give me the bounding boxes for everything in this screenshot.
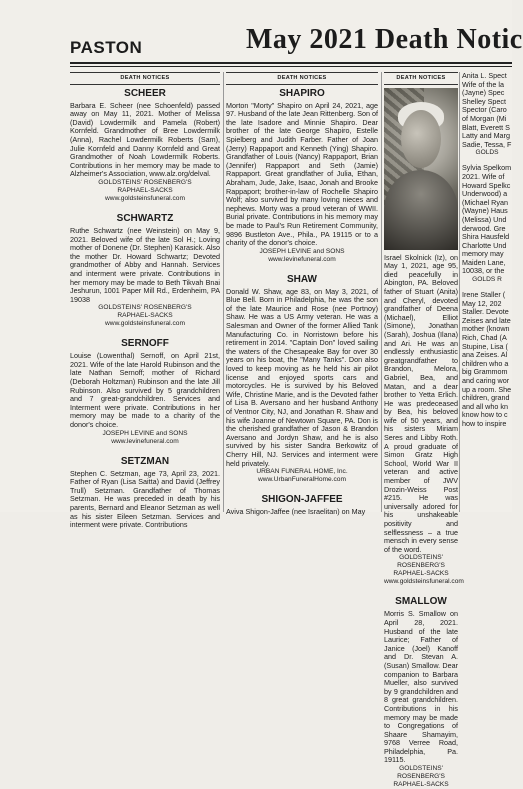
obituary-name: SHAW xyxy=(287,273,317,285)
funeral-home: JOSEPH LEVINE and SONS xyxy=(102,429,188,437)
funeral-home: RAPHAEL-SACKS xyxy=(393,781,449,789)
obituary-name: SHAPIRO xyxy=(279,87,325,99)
obituary-name: SETZMAN xyxy=(120,455,170,467)
portrait-photo xyxy=(384,88,458,236)
funeral-home-url: www.levinefuneral.com xyxy=(268,255,336,263)
obituary-text: Ruthe Schwartz (nee Weinstein) on May 9, 2021. Beloved wife of the late Sol H.; Loving mother of Donene (Dr. Stephen) Karasick. Also the mother Dr. Howard Schwartz; Devoted grandmother of Abby and Hannah. Services and interment were private. Contributions in her memory may be made to Beth Tikvah Bnai Jeshurun, 1001 Paper Mill Rd., Erdenheim, PA 19038 xyxy=(70,225,220,304)
obituary-name: SHIGON-JAFFEE xyxy=(261,494,343,506)
obituary-text: Morris S. Smallow on April 28, 2021. Husband of the late Laurice; Father of Janice (Joel) Kanoff and Dr. Stevan A. (Susan) Smallow. Dear companion to Barbara Mueller, also survived by 9 grandchildren and 8 great grandchildren. Contributions in his memory may be made to Congregations of Shaare Shamayim, 9768 Verree Road, Philadelphia, Pa. 19115. xyxy=(384,609,458,765)
obituary-text: Donald W. Shaw, age 83, on May 3, 2021, of Blue Bell. Born in Philadelphia, he was the son of the late Maurice and Rose (nee Portnoy) Shaw. He was a US Army veteran. He was a Salesman and Owner of the former Allied Tank Manufacturing Co. in Norristown before his retirement in 2014. "Captain Don" loved sailing the waters of the Chesapeake Bay for over 30 years on his boat, the "Many Tanks". Don also loved to keep moving as he held his air pilot license and enjoyed sports cars and motorcycles. He is survived by his Beloved Wife, Christine Marie, and is the Devoted father of Lisa B. Aversano and her husband Anthony of Ventnor City, NJ, and Jonathan R. Shaw and his wife Joanne of Newtown Square, PA. Don is the cherished grandfather of Jason & Brandon Aversano and Jordyn Shaw, and he is also survived by his sister Sandra Berkowitz of Cherry Hill, NJ. Services and interment were held privately. xyxy=(226,286,378,468)
section-tag: DEATH NOTICES xyxy=(384,72,458,85)
funeral-home-url: www.levinefuneral.com xyxy=(111,437,179,445)
header-rule xyxy=(70,62,512,64)
column-divider xyxy=(459,72,460,512)
obituary-text: Barbara E. Scheer (nee Schoenfeld) passed away on May 11, 2021. Mother of Melissa (David) Lowdermilk and Pamela (Robert) Kornfeld. Grandmother of Bree Lowdermilk (Anna), Rachel Lowdermilk Roberts (Sam), Julie Kornfeld and Danny Kornfeld and Great Grandmother of Noah Lowdermilk Roberts. Contributions in her memory may be made to Alzheimer's Association, www.alz.org/delval. xyxy=(70,100,220,179)
funeral-home: GOLDS R xyxy=(472,276,502,284)
column-4 xyxy=(462,72,512,512)
column-1 xyxy=(70,72,220,530)
obituary-text: Louise (Lowenthal) Sernoff, on April 21st, 2021. Wife of the late Harold Rubinson and the late Nathan Sernoff; mother of Richard (Deborah Holtzman) Rubinson and the late Jill Rubinson. Also survived by 5 grandchildren and 7 great-grandchildren. Services and Interment were private. Contributions in her memory may be made to a charity of the donor's choice. xyxy=(70,351,220,430)
obituary-name: SCHWARTZ xyxy=(116,212,174,224)
funeral-home: RAPHAEL-SACKS xyxy=(393,570,449,578)
funeral-home: URBAN FUNERAL HOME, Inc. xyxy=(256,468,348,476)
obituary-text: Israel Skolnick (Iz), on May 1, 2021, age 95, died peacefully in Abington, PA. Beloved father of Stuart (Anita) and Cheryl, devoted grandfather of Deena (Michael), Elliot (Simone), Jonathan (Sarah), Joshua (Ilana) and Ari. He was an endlessly enthusiastic greatgrandfather to Brandon, Melora, Gabriel, Bea, and Matan, and a dear brother to Yetta Erlich. He was predeceased by Bea, his beloved wife of 50 years, and his sisters Miriam Seres and Libby Roth. A proud graduate of Simon Gratz High School, World War II veteran and active member of JWV Drozin-Weiss Post #215. He was universally adored for his unshakeable positivity and selflessness – a true mensch in every sense of the word. xyxy=(384,252,458,554)
column-divider xyxy=(223,72,224,512)
section-label: PASTON xyxy=(70,38,143,57)
funeral-home: GOLDSTEINS' ROSENBERG'S xyxy=(397,554,445,570)
funeral-home: GOLDSTEINS' ROSENBERG'S xyxy=(98,178,192,186)
funeral-home: JOSEPH LEVINE and SONS xyxy=(259,247,345,255)
obituary-name: SCHEER xyxy=(124,87,166,99)
header-rule-thin xyxy=(70,66,512,67)
obituary-text: Stephen C. Setzman, age 73, April 23, 2021. Father of Ryan (Lisa Saitta) and David (Jeffrey Trull) Setzman. Grandfather of Thomas Setzman. He was preceded in death by his parents, Bernard and Eleanor Setzman as well as his sister Eileen Setzman. Services and interment were private. Contributions xyxy=(70,468,220,530)
obituary-text: Irene Staller ( May 12, 202 Staller. Devote Zeises and late mother (known Rich, Chad (A Stupine, Lisa ( ana Zeises. Al children who a big Grammom and caring wor up a room. She children, grand and all who kn know how to c how to inspire xyxy=(462,290,512,428)
funeral-home-url: www.goldsteinsfuneral.com xyxy=(384,578,464,586)
section-tag: DEATH NOTICES xyxy=(226,72,378,85)
obituary-name: SMALLOW xyxy=(395,596,447,608)
funeral-home: RAPHAEL-SACKS xyxy=(117,312,173,320)
obituary-text: Sylvia Spelkom 2021. Wife of Howard Spelkc Underwood) a (Michael Ryan (Wayne) Haus (Melissa) Und derwood. Gre Shira Hausfeld Charlotte Und memory may Maiden Lane, 10038, or the xyxy=(462,163,512,276)
funeral-home-url: www.goldsteinsfuneral.com xyxy=(105,194,185,202)
column-3 xyxy=(384,72,464,789)
column-divider xyxy=(381,72,382,512)
funeral-home-url: www.goldsteinsfuneral.com xyxy=(105,320,185,328)
column-2 xyxy=(226,72,378,517)
obituary-text: Anita L. Spect Wife of the la (Jayne) Spec Shelley Spect Spector (Caro of Morgan (Mi Blatt, Everett S Latty and Marg Sadie, Tessa, F xyxy=(462,71,512,149)
funeral-home: RAPHAEL-SACKS xyxy=(117,186,173,194)
obituary-text: Morton "Morty" Shapiro on April 24, 2021, age 97. Husband of the late Jean Rittenberg. Son of the late Isadore and Minnie Shapiro. Dear brother of the late George Shapiro, Estelle Spielberg and Judith Farber. Father of Joan (Jerry) Rappaport and Kenneth (Ying) Shapiro. Grandfather of Louis (Nancy) Rappaport, Brian (Jennifer) Rappaport and Seth (Jamie) Rappaport. Great grandfather of Julia, Ethan, Abraham, Jude, Jake, Isaac, Jonah and Brooke Rappaport; brother-in-law of Rochelle Shapiro Wolf; also survived by many loving nieces and nephews. Morty was a proud veteran of WWII. Burial private. Contributions in his memory may be made to Paul's Run Retirement Community, 9896 Bustleton Ave., Phila., PA 19115 or to a charity of the donor's choice. xyxy=(226,100,378,248)
funeral-home: GOLDSTEINS' ROSENBERG'S xyxy=(397,765,445,781)
funeral-home-url: www.UrbanFuneralHome.com xyxy=(258,476,346,484)
page-title: May 2021 Death Notic xyxy=(246,24,523,55)
obituary-name: SERNOFF xyxy=(121,338,169,350)
funeral-home: GOLDS xyxy=(475,149,499,157)
section-tag: DEATH NOTICES xyxy=(70,72,220,85)
obituary-text: Aviva Shigon-Jaffee (nee Israelitan) on May xyxy=(226,507,366,517)
funeral-home: GOLDSTEINS' ROSENBERG'S xyxy=(98,304,192,312)
